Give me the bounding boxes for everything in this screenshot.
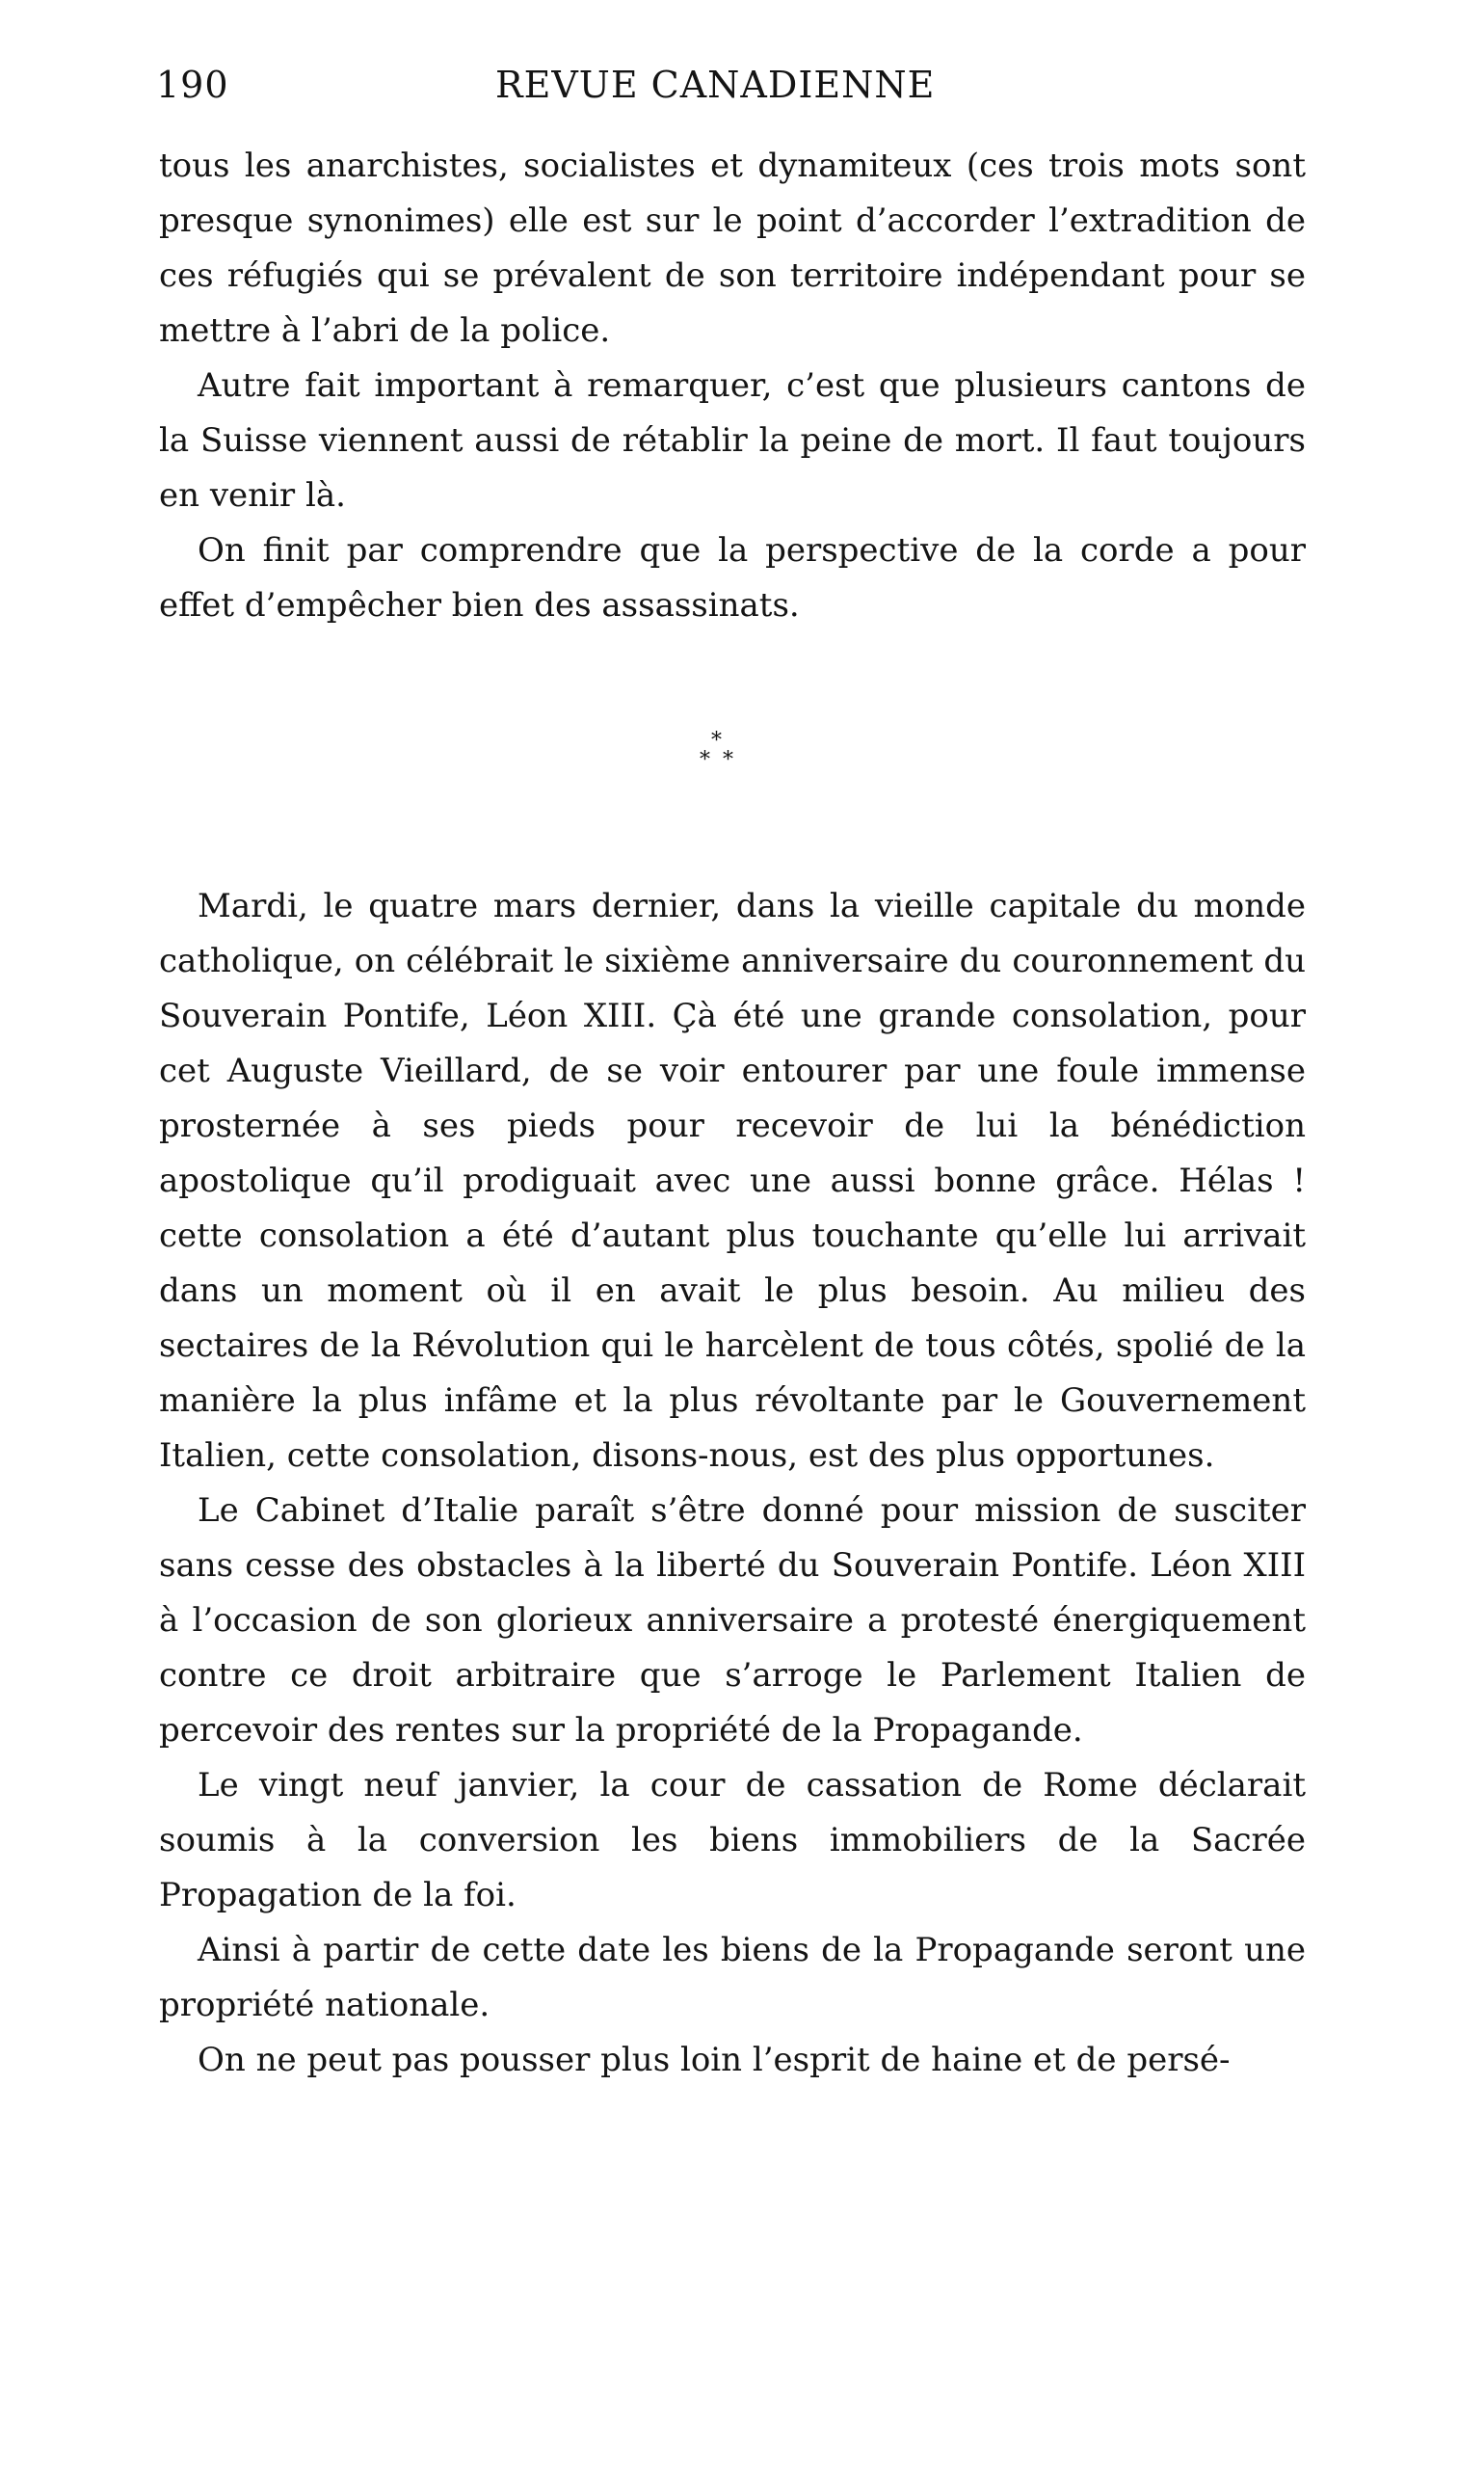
paragraph: On ne peut pas pousser plus loin l’esprit de haine et de persé- xyxy=(198,2041,1231,2079)
text-section-1 xyxy=(159,139,1306,633)
running-title: REVUE CANADIENNE xyxy=(495,64,936,106)
paragraph: Le Cabinet d’Italie paraît s’être donné pour mission de susciter sans cesse des obstacles à la liberté du Souverain Pontife. Léon XIII à l’occasion de son glorieux anniversaire a protesté énergiquement contre ce droit arbitraire que s’arroge le Parlement Italien de percevoir des rentes sur la propriété de la Propagande. xyxy=(159,1491,1306,1750)
paragraph: Autre fait important à remarquer, c’est que plusieurs cantons de la Suisse viennent aussi de rétablir la peine de mort. Il faut toujours en venir là. xyxy=(159,366,1306,515)
paragraph-continued: tous les anarchistes, socialistes et dynamiteux (ces trois mots sont presque synonimes) elle est sur le point d’accorder l’extradition de ces réfugiés qui se prévalent de son territoire indépendant pour se mettre à l’abri de la police. xyxy=(159,147,1306,350)
paragraph: Mardi, le quatre mars dernier, dans la vieille capitale du monde catholique, on célébrait le sixième anniversaire du couronnement du Souverain Pontife, Léon XIII. Çà été une grande consolation, pour cet Auguste Vieillard, de se voir entourer par une foule immense prosternée à ses pieds pour recevoir de lui la bénédiction apostolique qu’il prodiguait avec une aussi bonne grâce. Hélas ! cette consolation a été d’autant plus touchante qu’elle lui arrivait dans un moment où il en avait le plus besoin. Au milieu des sectaires de la Révolution qui le harcèlent de tous côtés, spolié de la manière la plus infâme et la plus révoltante par le Gouvernement Italien, cette consolation, disons-nous, est des plus opportunes. xyxy=(159,887,1306,1475)
paragraph: On finit par comprendre que la perspective de la corde a pour effet d’empêcher bien des assassinats. xyxy=(159,531,1306,625)
asterism-star: * xyxy=(700,748,710,772)
text-section-2 xyxy=(159,879,1306,2088)
paragraph: Le vingt neuf janvier, la cour de cassation de Rome déclarait soumis à la conversion les biens immobiliers de la Sacrée Propagation de la foi. xyxy=(159,1766,1306,1914)
section-separator-asterism xyxy=(694,731,752,789)
page-number: 190 xyxy=(156,64,229,106)
paragraph: Ainsi à partir de cette date les biens de la Propagande seront une propriété nationale. xyxy=(159,1931,1306,2024)
page-header xyxy=(156,64,1312,121)
asterism-star: * xyxy=(723,748,733,772)
asterism-star: * xyxy=(711,729,722,753)
